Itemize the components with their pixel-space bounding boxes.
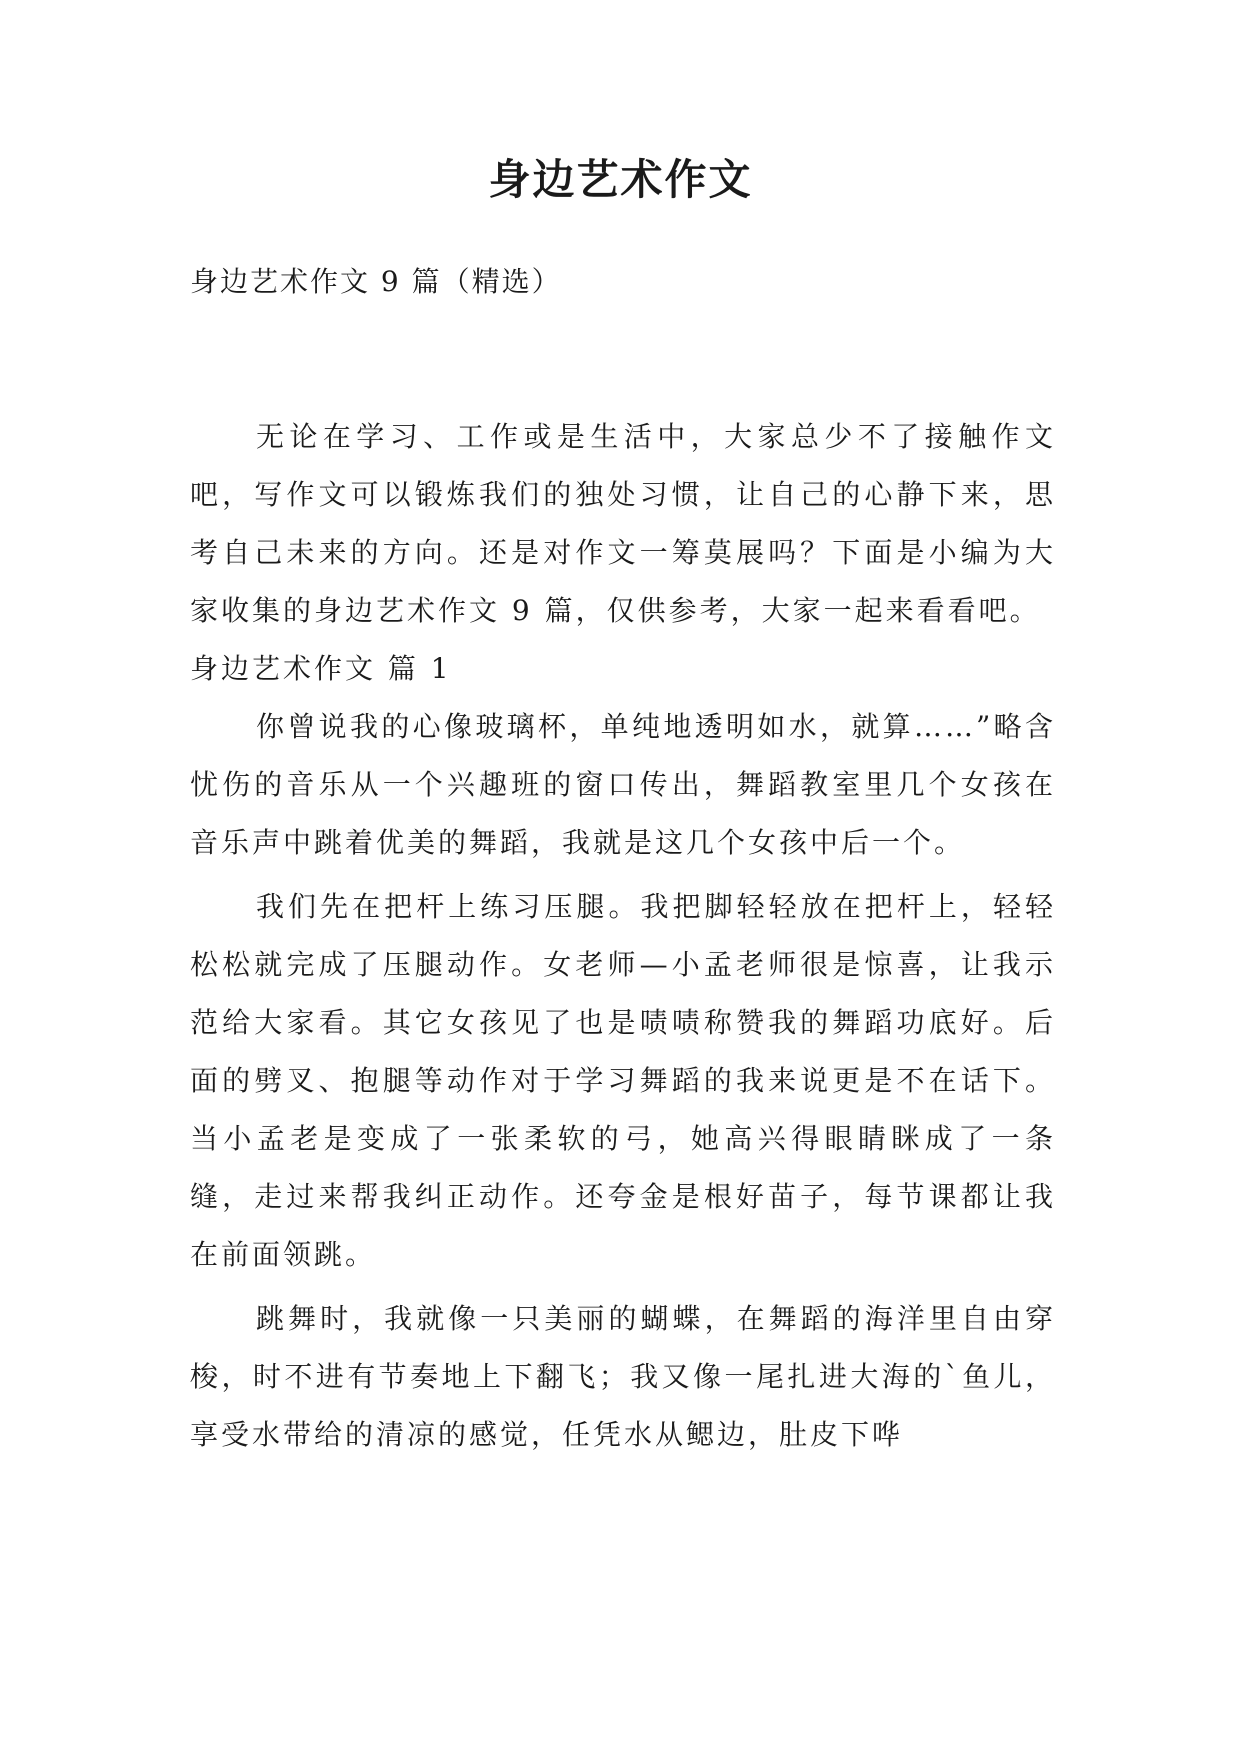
body-paragraph: 我们先在把杆上练习压腿。我把脚轻轻放在把杆上，轻轻松松就完成了压腿动作。女老师—小孟老师很是惊喜，让我示范给大家看。其它女孩见了也是啧啧称赞我的舞蹈功底好。后面的劈叉、抱腿等动作对于学习舞蹈的我来说更是不在话下。当小孟老是变成了一张柔软的弓，她高兴得眼睛眯成了一条缝，走过来帮我纠正动作。还夸金是根好苗子，每节课都让我在前面领跳。 xyxy=(190,890,1056,1271)
body-paragraph: 你曾说我的心像玻璃杯，单纯地透明如水，就算……”略含忧伤的音乐从一个兴趣班的窗口传出，舞蹈教室里几个女孩在音乐声中跳着优美的舞蹈，我就是这几个女孩中后一个。 xyxy=(190,710,1056,859)
body-paragraph: 跳舞时，我就像一只美丽的蝴蝶，在舞蹈的海洋里自由穿梭，时不进有节奏地上下翻飞；我又像一尾扎进大海的`鱼儿，享受水带给的清凉的感觉，任凭水从鳃边，肚皮下哗 xyxy=(190,1302,1056,1451)
document-subtitle: 身边艺术作文 9 篇（精选） xyxy=(190,265,562,298)
intro-paragraph: 无论在学习、工作或是生活中，大家总少不了接触作文吧，写作文可以锻炼我们的独处习惯，让自己的心静下来，思考自己未来的方向。还是对作文一筹莫展吗？下面是小编为大家收集的身边艺术作文 9 篇，仅供参考，大家一起来看看吧。 xyxy=(190,420,1056,627)
section-heading: 身边艺术作文 篇 1 xyxy=(190,652,452,685)
document-title: 身边艺术作文 xyxy=(488,155,753,204)
document-body xyxy=(190,408,1056,1464)
